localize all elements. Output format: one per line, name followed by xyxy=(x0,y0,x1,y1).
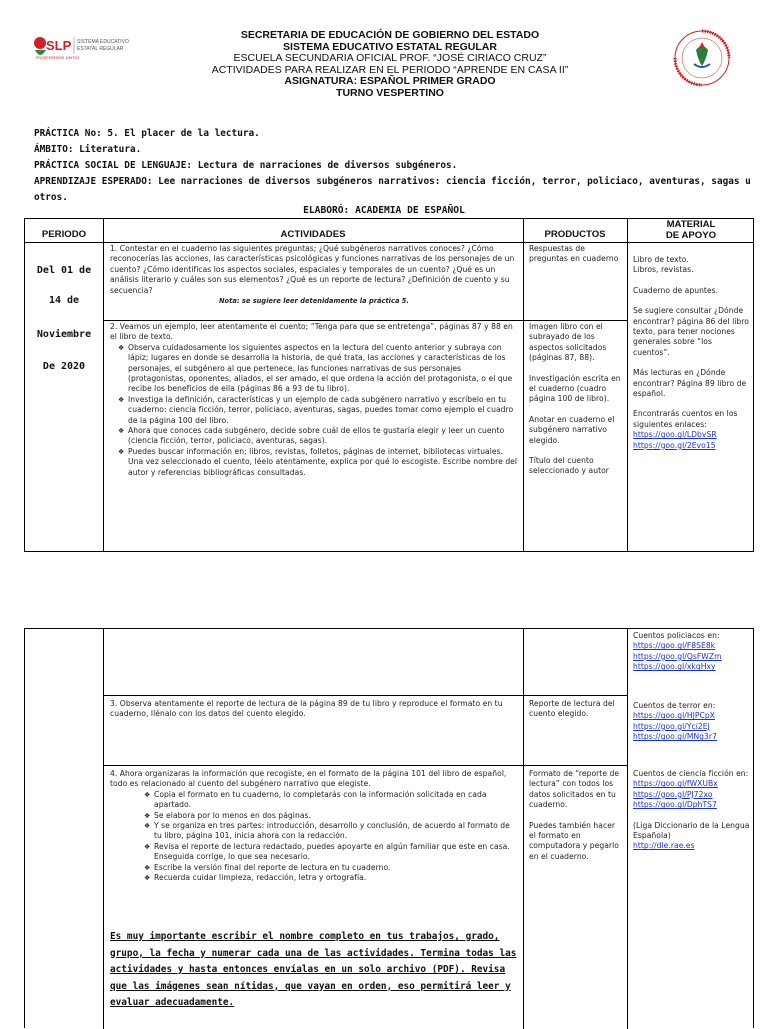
activity-2-bullet-4: ❖ Puedes buscar información en; libros, revistas, folletos, páginas de internet, bibliotecas virtuales. Una vez seleccionado el cuento, léelo atentamente, explica por qué lo escogiste. Escribe nombre del autor y referencias bibliográficas consultadas. xyxy=(110,447,520,478)
activity-2-bullet-1: ❖ Observa cuidadosamente los siguientes aspectos en la lectura del cuento anterior y subraya con lápiz; lugares en donde se desarrolla la historia, de qué trata, las acciones y características de los personajes, el subgénero al que pertenece, las funciones narrativas de sus personajes (protagonistas, oponentes, aliados, el ser amado, el que ordena la acción del protagonista, o el que recibe los beneficios de ella (páginas 86 a 93 de tu libro). xyxy=(110,343,520,395)
ambito-line xyxy=(34,142,754,158)
header-line-4: ACTIVIDADES PARA REALIZAR EN EL PERIODO “APRENDE EN CASA II” xyxy=(211,63,569,76)
header-material-1: MATERIAL xyxy=(666,219,716,230)
material-ciencia-label: Cuentos de ciencia ficción en: xyxy=(633,769,749,778)
header-material xyxy=(627,219,755,241)
practica-line xyxy=(34,126,754,142)
slp-logo xyxy=(32,34,129,64)
aprendizaje-line xyxy=(34,174,754,206)
ambito-label: ÁMBITO: xyxy=(34,144,74,155)
material-policiacos-label: Cuentos policiacos en: xyxy=(633,631,720,640)
policiacos-link-1[interactable]: https://goo.gl/F8SE8k xyxy=(633,641,716,651)
product-1: Respuestas de preguntas en cuaderno xyxy=(529,244,619,264)
activity-4-bullet-6: ❖ Recuerda cuidar limpieza, redacción, letra y ortografía. xyxy=(136,873,520,883)
periodo-line-3: Noviembre xyxy=(36,329,92,340)
ciencia-link-1[interactable]: https://goo.gl/fWXUBx xyxy=(633,779,718,789)
periodo-line-2: 14 de xyxy=(48,295,80,306)
social-label: PRÁCTICA SOCIAL DE LENGUAJE: xyxy=(34,160,193,171)
terror-link-3[interactable]: https://goo.gl/MNg3r7 xyxy=(633,732,717,742)
svg-text:PROSPEREMOS JUNTOS: PROSPEREMOS JUNTOS xyxy=(36,56,80,60)
slp-logo-text: SLP xyxy=(46,38,72,53)
ambito-value: Literatura. xyxy=(73,144,142,155)
school-seal-logo xyxy=(672,28,732,88)
product-4 xyxy=(529,769,623,862)
rae-link[interactable]: http://dle.rae.es xyxy=(633,841,695,851)
product-2-item-1: Imagen libro con el subrayado de los aspectos solicitados (páginas 87, 88). xyxy=(529,322,607,363)
activity-4-bullet-4: ❖ Revisa el reporte de lectura redactado, puedes apoyarte en algún familiar que este en casa. Enseguida corrige, lo que sea necesario. xyxy=(136,842,520,863)
material-mas-lecturas: Más lecturas en ¿Dónde encontrar? Página 89 libro de español. xyxy=(633,368,747,399)
material-libro: Libro de texto. xyxy=(633,255,689,264)
periodo-line-1: Del 01 de xyxy=(36,265,92,276)
product-3: Reporte de lectura del cuento elegido. xyxy=(529,699,615,719)
practica-label: PRÁCTICA No: xyxy=(34,128,102,139)
material-ciencia xyxy=(633,769,751,852)
material-consultar: Se sugiere consultar ¿Dónde encontrar? página 86 del libro texto, para tener nociones generales sobre “los cuentos”. xyxy=(633,306,749,357)
elaboro-title: ELABORÓ: ACADEMIA DE ESPAÑOL xyxy=(303,205,465,216)
activity-2-text: 2. Veamos un ejemplo, leer atentamente el cuento; “Tenga para que se entretenga”, páginas 87 y 88 en el libro de texto. xyxy=(110,322,513,342)
svg-text:SISTEMA EDUCATIVO: SISTEMA EDUCATIVO xyxy=(77,39,129,45)
activity-1-text: 1. Contestar en el cuaderno las siguientes preguntas; ¿Qué subgéneros narrativos conoces? ¿Cómo reconocerías las acciones, las características psicológicas y funciones narrativas de los personajes de un cuento? ¿Cómo identificas los aspectos sociales, espaciales y temporales de un cuento? ¿Qué es un análisis literario y cuáles son sus elementos? ¿Qué es un reporte de lectura? ¿Definición de cuento y su secuencia? xyxy=(110,244,515,295)
material-1 xyxy=(633,255,751,451)
product-2 xyxy=(529,322,623,477)
activity-2-bullet-2: ❖ Investiga la definición, características y un ejemplo de cada subgénero narrativo y escríbelo en tu cuaderno: ciencia ficción, terror, policiaco, aventuras, sagas, puedes tomar como ejemplo el cuadro de la página 100 del libro. xyxy=(110,395,520,426)
header-line-5: ASIGNATURA: ESPAÑOL PRIMER GRADO xyxy=(284,75,496,87)
header-block xyxy=(180,30,600,99)
material-link-1[interactable]: https://goo.gl/LDbvSR xyxy=(633,430,717,440)
activity-2 xyxy=(110,322,520,478)
header-line-3: ESCUELA SECUNDARIA OFICIAL PROF. “JOSÉ CIRIACO CRUZ” xyxy=(233,52,547,64)
material-policiacos xyxy=(633,631,751,673)
material-cuaderno: Cuaderno de apuntes. xyxy=(633,285,719,295)
header-line-2: SISTEMA EDUCATIVO ESTATAL REGULAR xyxy=(283,40,497,53)
activity-4-bullet-5: ❖ Escribe la versión final del reporte de lectura en tu cuaderno. xyxy=(136,863,520,873)
product-2-item-4: Título del cuento seleccionado y autor xyxy=(529,456,609,476)
activity-4-bullet-2: ❖ Se elabora por lo menos en dos páginas. xyxy=(136,811,520,821)
periodo-line-4: De 2020 xyxy=(42,361,86,372)
social-value: Lectura de narraciones de diversos subgéneros. xyxy=(192,160,458,171)
material-enlaces: Encontrarás cuentos en los siguientes enlaces: xyxy=(633,409,738,429)
social-line xyxy=(34,158,754,174)
activity-1-note: Nota: se sugiere leer detenidamente la práctica 5. xyxy=(218,297,409,306)
material-revistas: Libros, revistas. xyxy=(633,265,694,275)
activity-4-text: 4. Ahora organizaras la información que recogiste, en el formato de la página 101 del libro de español, todo es relacionado al cuento del subgénero narrativo que elegiste. xyxy=(110,769,507,789)
terror-link-2[interactable]: https://goo.gl/Yci2EJ xyxy=(633,721,710,731)
product-4-item-2: Puedes también hacer el formato en computadora y pegarlo en el cuaderno. xyxy=(529,820,619,861)
activity-4-bullet-1: ❖ Copia el formato en tu cuaderno, lo completarás con la información solicitada en cada apartado. xyxy=(136,790,520,811)
header-productos: PRODUCTOS xyxy=(544,229,606,240)
practica-value: 5. El placer de la lectura. xyxy=(101,128,260,139)
product-2-item-2: Investigación escrita en el cuaderno (cuadro página 100 de libro). xyxy=(529,373,621,404)
aprendizaje-label: APRENDIZAJE ESPERADO: xyxy=(34,176,153,187)
product-2-item-3: Anotar en cuaderno el subgénero narrativo elegido. xyxy=(529,414,615,445)
activity-4-bullet-3: ❖ Y se organiza en tres partes: introducción, desarrollo y conclusión, de acuerdo al formato de tu libro, página 101, inicia ahora con la redacción. xyxy=(136,821,520,842)
activity-4 xyxy=(110,769,520,883)
material-terror-label: Cuentos de terror en: xyxy=(633,701,716,710)
header-line-1: SECRETARIA DE EDUCACIÓN DE GOBIERNO DEL ESTADO xyxy=(240,29,540,41)
ciencia-link-2[interactable]: https://goo.gl/PJ72xo xyxy=(633,789,713,799)
ciencia-link-3[interactable]: https://goo.gl/DphTS7 xyxy=(633,800,717,810)
svg-text:ESTATAL REGULAR: ESTATAL REGULAR xyxy=(77,46,124,52)
policiacos-link-2[interactable]: https://goo.gl/QsFWZm xyxy=(633,651,722,661)
header-line-6: TURNO VESPERTINO xyxy=(336,86,444,99)
activity-2-bullet-3: ❖ Ahora que conoces cada subgénero, decide sobre cuál de ellos te gustaría elegir y leer un cuento (ciencia ficción, terror, policiaco, aventuras, sagas). xyxy=(110,426,520,447)
activity-3: 3. Observa atentamente el reporte de lectura de la página 89 de tu libro y reproduce el formato en tu cuaderno, llénalo con los datos del cuento elegido. xyxy=(110,699,503,719)
activities-table xyxy=(24,218,754,552)
terror-link-1[interactable]: https://goo.gl/HJPCpX xyxy=(633,711,716,721)
policiacos-link-3[interactable]: https://goo.gl/xkqHxy xyxy=(633,662,716,672)
material-terror xyxy=(633,701,751,743)
practice-info xyxy=(34,126,754,206)
material-link-2[interactable]: https://goo.gl/2Evo15 xyxy=(633,440,716,450)
aprendizaje-value: Lee narraciones de diversos subgéneros narrativos: ciencia ficción, terror, policiaco, aventuras, sagas u otros. xyxy=(34,176,751,203)
product-4-item-1: Formato de “reporte de lectura” con todos los datos solicitados en tu cuaderno. xyxy=(529,769,620,810)
header-periodo: PERIODO xyxy=(41,229,87,240)
header-material-2: DE APOYO xyxy=(665,230,717,241)
header-actividades: ACTIVIDADES xyxy=(280,229,346,240)
material-liga-label: (Liga Diccionario de la Lengua Española) xyxy=(633,820,750,841)
activity-1 xyxy=(110,244,518,306)
important-notice: Es muy importante escribir el nombre completo en tus trabajos, grado, grupo, la fecha y numerar cada una de las actividades. Termina todas las actividades y hasta entonces envíalas en un solo archivo (PDF). Revisa que las imágenes sean nítidas, que vayan en orden, eso permitirá leer y evaluar adecuadamente. xyxy=(110,931,517,1008)
